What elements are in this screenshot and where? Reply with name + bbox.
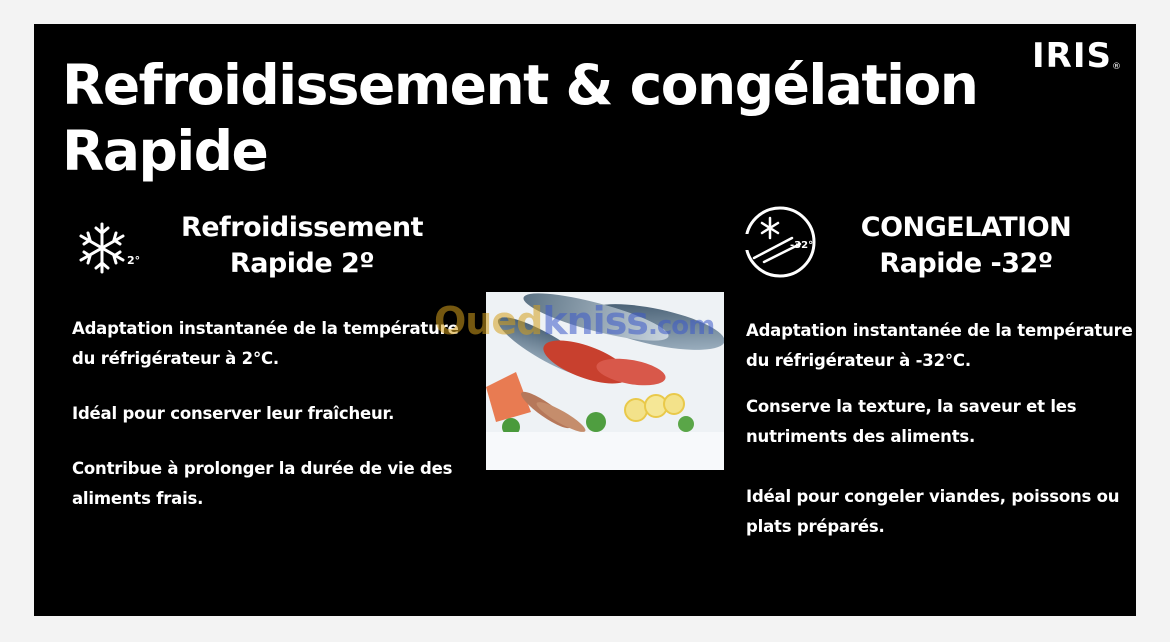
fast-cooling-header	[72, 204, 472, 304]
watermark-part2: kniss	[542, 299, 648, 343]
cooling-temp-label: 2°	[127, 254, 141, 267]
fast-freeze-icon	[740, 204, 820, 284]
fast-cooling-heading-line2: Rapide 2º	[229, 248, 375, 279]
cooling-paragraph-2: Idéal pour conserver leur fraîcheur.	[72, 404, 395, 423]
iris-logo	[1032, 36, 1122, 76]
fast-freezing-section	[746, 204, 1136, 542]
fast-freezing-heading-line2: Rapide -32º	[879, 248, 1053, 279]
freezing-paragraph-3: Idéal pour congeler viandes, poissons ou plats préparés.	[746, 487, 1120, 536]
registered-mark: ®	[1112, 62, 1122, 72]
slide	[34, 24, 1136, 616]
fast-cooling-section	[72, 204, 472, 514]
cooling-paragraph-3: Contribue à prolonger la durée de vie des aliments frais.	[72, 459, 453, 508]
freezing-temp-label: -32°	[790, 240, 814, 251]
ouedkniss-watermark	[434, 299, 714, 343]
page-title: Refroidissement & congélation Rapide	[62, 53, 978, 183]
fast-freezing-header	[746, 204, 1136, 304]
freezing-paragraph-2: Conserve la texture, la saveur et les nutriments des aliments.	[746, 397, 1077, 446]
fast-cooling-heading-line1: Refroidissement	[180, 212, 424, 243]
cooling-paragraph-1: Adaptation instantanée de la température du réfrigérateur à 2°C.	[72, 319, 459, 368]
fast-freezing-heading-line1: CONGELATION	[860, 212, 1072, 243]
fast-freezing-heading	[836, 210, 1096, 282]
snowflake-icon	[76, 218, 150, 278]
logo-text: IRIS	[1032, 36, 1112, 76]
watermark-part3: .com	[647, 311, 715, 341]
watermark-part1: Oued	[434, 299, 543, 343]
freezing-paragraph-1: Adaptation instantanée de la température du réfrigérateur à -32°C.	[746, 321, 1133, 370]
fast-cooling-heading	[152, 210, 452, 282]
